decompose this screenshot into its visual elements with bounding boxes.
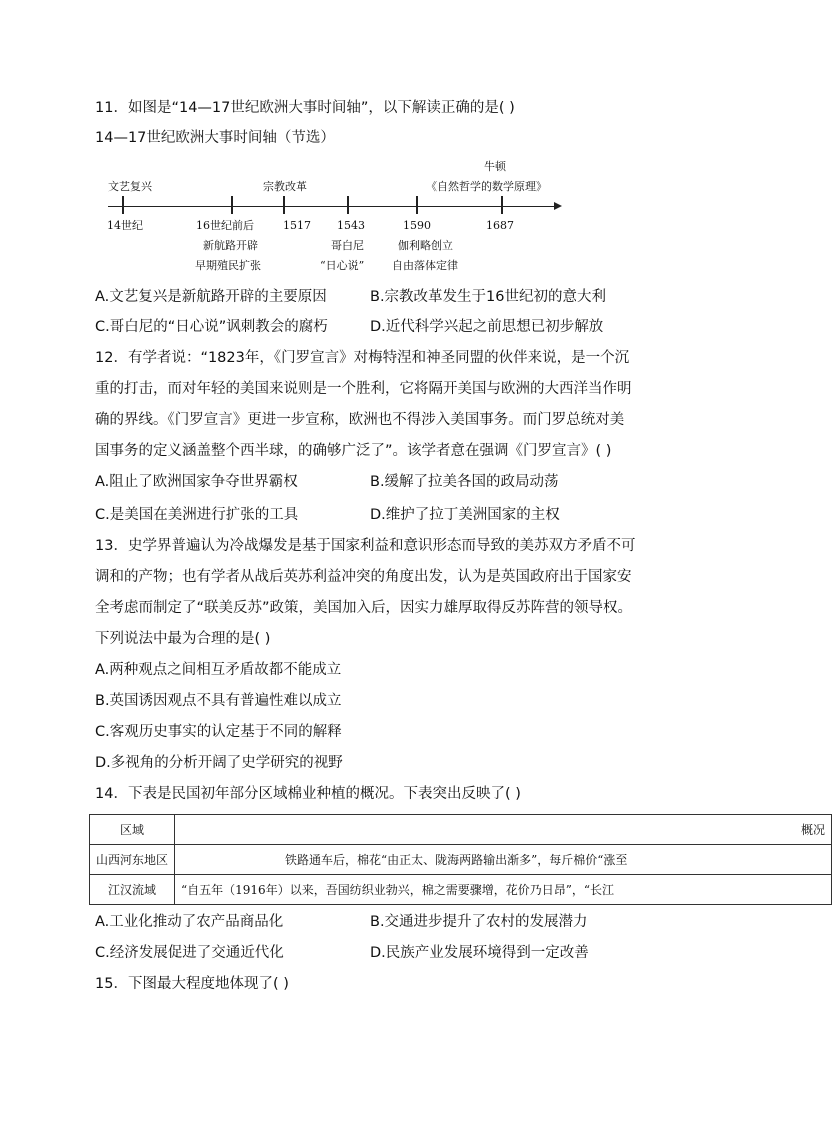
table-cell-region: 江汉流域 xyxy=(90,875,175,905)
q12-line: 12．有学者说：“1823年，《门罗宣言》对梅特涅和神圣同盟的伙伴来说，是一个沉 xyxy=(95,350,630,366)
q12-option-c[interactable]: C.是美国在美洲进行扩张的工具 xyxy=(95,507,299,523)
q13-option-d[interactable]: D.多视角的分析开阔了史学研究的视野 xyxy=(95,755,343,771)
timeline-note-new-route: 新航路开辟 xyxy=(203,239,258,252)
timeline-tick-label: 1517 xyxy=(283,219,311,232)
q12-option-a[interactable]: A.阻止了欧洲国家争夺世界霸权 xyxy=(95,474,298,490)
table-header-row xyxy=(90,815,832,845)
q12-line: 确的界线。《门罗宣言》更进一步宣称，欧洲也不得涉入美国事务。而门罗总统对美 xyxy=(95,412,625,428)
q11-stem: 11．如图是“14—17世纪欧洲大事时间轴”，以下解读正确的是( ) xyxy=(95,100,515,116)
timeline-tick-label: 16世纪前后 xyxy=(196,219,254,232)
q14-stem: 14．下表是民国初年部分区域棉业种植的概况。下表突出反映了( ) xyxy=(95,786,521,802)
q13-line: 13．史学界普遍认为冷战爆发是基于国家利益和意识形态而导致的美苏双方矛盾不可 xyxy=(95,538,636,554)
table-cell-overview: “自五年（1916年）以来，吾国纺织业勃兴，棉之需要骤增，花价乃日昂”，“长江 xyxy=(175,875,832,905)
timeline-tick xyxy=(416,196,418,214)
timeline-note-heliocentric: “日心说” xyxy=(320,259,365,272)
q15-stem: 15．下图最大程度地体现了( ) xyxy=(95,976,289,992)
timeline-note-colonial: 早期殖民扩张 xyxy=(195,259,261,272)
timeline-tick-label: 1590 xyxy=(403,219,431,232)
q13-line: 全考虑而制定了“联美反苏”政策，美国加入后，因实力雄厚取得反苏阵营的领导权。 xyxy=(95,600,633,616)
timeline-note-free-fall: 自由落体定律 xyxy=(392,259,458,272)
q14-option-c[interactable]: C.经济发展促进了交通近代化 xyxy=(95,945,284,961)
timeline-note-galileo: 伽利略创立 xyxy=(398,239,453,252)
timeline-tick xyxy=(347,196,349,214)
table-cell-region: 山西河东地区 xyxy=(90,845,175,875)
timeline-tick xyxy=(501,196,503,214)
table-row xyxy=(90,875,832,905)
q12-line: 国事务的定义涵盖整个西半球，的确够广泛了”。该学者意在强调《门罗宣言》( ) xyxy=(95,443,612,459)
q13-line: 调和的产物；也有学者从战后英苏利益冲突的角度出发，认为是英国政府出于国家安 xyxy=(95,569,632,585)
timeline-label-reformation: 宗教改革 xyxy=(263,180,307,193)
q13-option-b[interactable]: B.英国诱因观点不具有普遍性难以成立 xyxy=(95,693,342,709)
timeline-arrow xyxy=(554,202,562,210)
table-cell-overview: 铁路通车后，棉花“由正太、陇海两路输出渐多”，每斤棉价“涨至 xyxy=(175,845,832,875)
q11-option-c[interactable]: C.哥白尼的“日心说”讽刺教会的腐朽 xyxy=(95,319,328,335)
q14-option-a[interactable]: A.工业化推动了农产品商品化 xyxy=(95,914,284,930)
q13-option-a[interactable]: A.两种观点之间相互矛盾故都不能成立 xyxy=(95,662,342,678)
timeline-tick-label: 1687 xyxy=(486,219,514,232)
timeline-label-renaissance: 文艺复兴 xyxy=(108,180,152,193)
table-row xyxy=(90,845,832,875)
timeline-note-copernicus: 哥白尼 xyxy=(331,239,364,252)
timeline-label-newton: 牛顿 xyxy=(484,160,506,173)
q12-option-b[interactable]: B.缓解了拉美各国的政局动荡 xyxy=(370,474,559,490)
q12-line: 重的打击，而对年轻的美国来说则是一个胜利，它将隔开美国与欧洲的大西洋当作明 xyxy=(95,381,632,397)
q11-option-d[interactable]: D.近代科学兴起之前思想已初步解放 xyxy=(370,319,604,335)
table-header-overview: 概况 xyxy=(175,815,832,845)
q13-line: 下列说法中最为合理的是( ) xyxy=(95,631,271,647)
timeline-tick xyxy=(231,196,233,214)
q11-option-b[interactable]: B.宗教改革发生于16世纪初的意大利 xyxy=(370,289,607,305)
timeline-tick xyxy=(122,196,124,214)
table-header-region: 区域 xyxy=(90,815,175,845)
q12-option-d[interactable]: D.维护了拉丁美洲国家的主权 xyxy=(370,507,560,523)
q14-option-d[interactable]: D.民族产业发展环境得到一定改善 xyxy=(370,945,589,961)
q11-option-a[interactable]: A.文艺复兴是新航路开辟的主要原因 xyxy=(95,289,327,305)
cotton-table xyxy=(89,814,832,905)
q14-option-b[interactable]: B.交通进步提升了农村的发展潜力 xyxy=(370,914,588,930)
timeline-tick-label: 14世纪 xyxy=(107,219,143,232)
timeline-tick xyxy=(283,196,285,214)
timeline-tick-label: 1543 xyxy=(337,219,365,232)
q11-figure-title: 14—17世纪欧洲大事时间轴（节选） xyxy=(95,130,335,146)
timeline-axis xyxy=(108,206,558,207)
timeline-label-principia: 《自然哲学的数学原理》 xyxy=(426,180,547,193)
q13-option-c[interactable]: C.客观历史事实的认定基于不同的解释 xyxy=(95,724,342,740)
